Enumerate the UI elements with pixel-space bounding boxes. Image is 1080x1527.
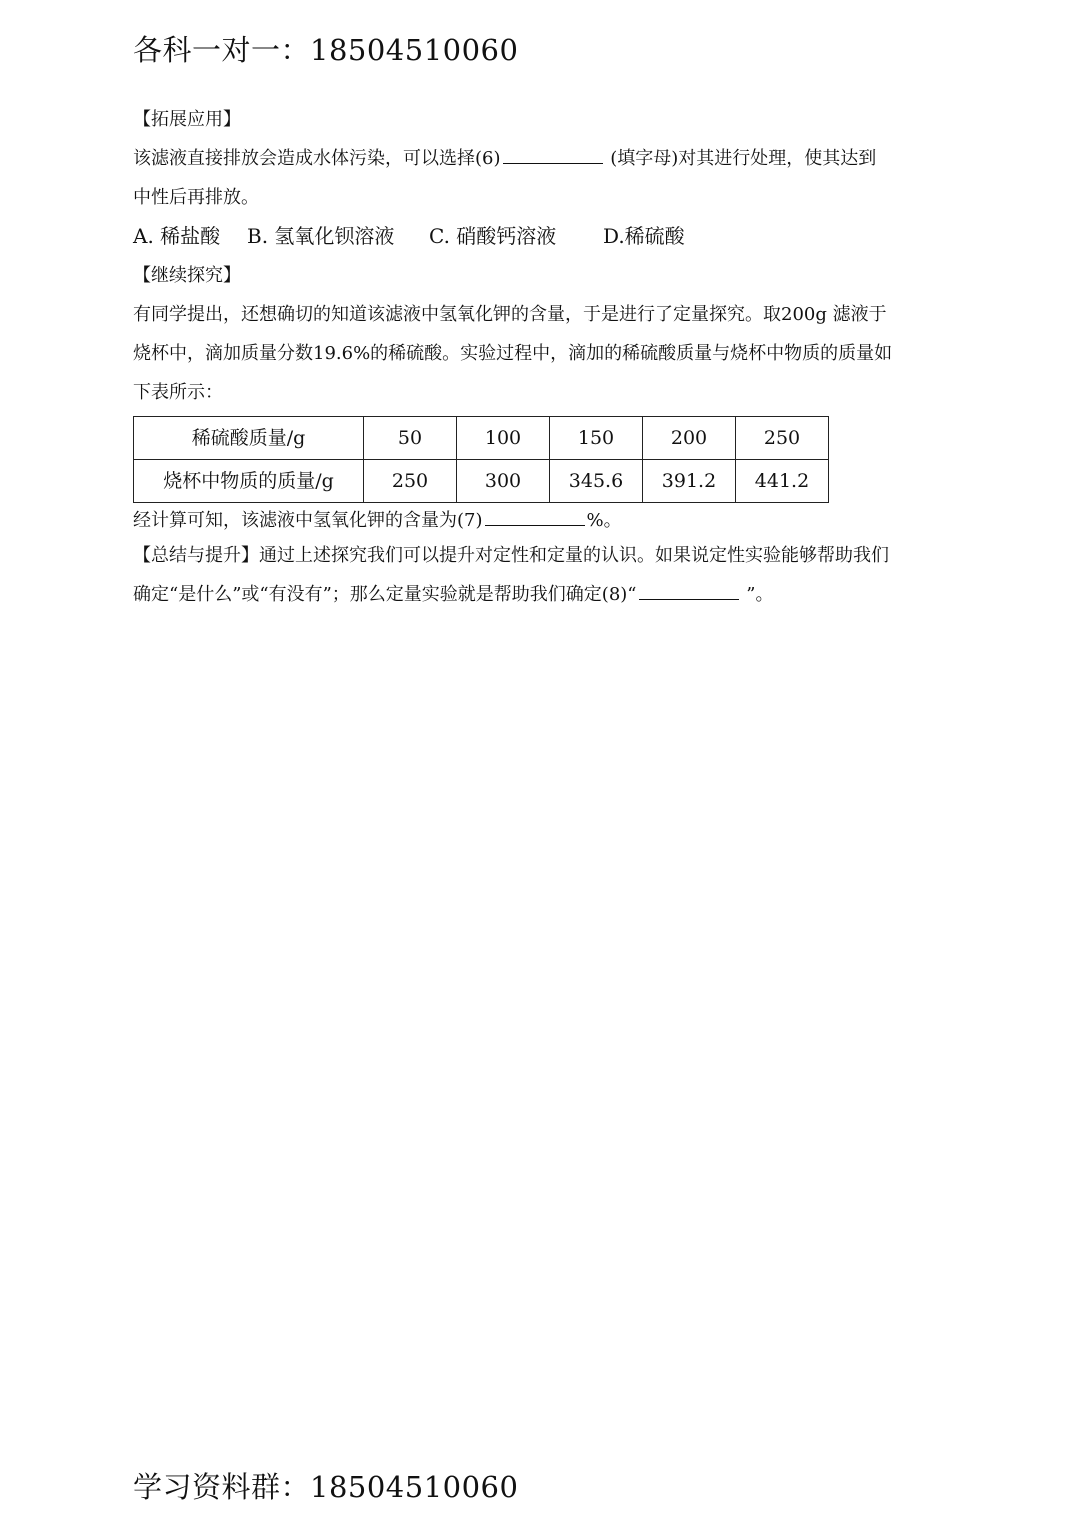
- continue-line1: 有同学提出，还想确切的知道该滤液中氢氧化钾的含量，于是进行了定量探究。取200g 滤液于: [133, 304, 887, 325]
- page-footer: 学习资料群：18504510060: [133, 1470, 519, 1504]
- option-c: C. 硝酸钙溶液: [429, 224, 557, 248]
- table-row-label: 稀硫酸质量/g: [134, 417, 364, 460]
- table-cell: 250: [736, 417, 829, 460]
- question-8-text-after: ”。: [740, 584, 774, 605]
- table-cell: 150: [550, 417, 643, 460]
- table-row-label: 烧杯中物质的质量/g: [134, 460, 364, 503]
- table-cell: 50: [364, 417, 457, 460]
- summary-line2: [133, 575, 975, 614]
- table-cell: 391.2: [643, 460, 736, 503]
- table-row: [134, 460, 829, 503]
- table-row: [134, 417, 829, 460]
- table-cell: 200: [643, 417, 736, 460]
- document-body: [133, 100, 975, 614]
- table-cell: 100: [457, 417, 550, 460]
- answer-blank-8[interactable]: [639, 577, 739, 600]
- table-cell: 300: [457, 460, 550, 503]
- option-b: B. 氢氧化钡溶液: [247, 224, 395, 248]
- question-6-text: 该滤液直接排放会造成水体污染，可以选择(6): [133, 148, 501, 169]
- table-cell: 250: [364, 460, 457, 503]
- page-header: 各科一对一：18504510060: [133, 33, 519, 67]
- summary-text: 通过上述探究我们可以提升对定性和定量的认识。如果说定性实验能够帮助我们: [259, 545, 889, 566]
- table-cell: 345.6: [550, 460, 643, 503]
- answer-blank-7[interactable]: [485, 503, 585, 526]
- option-a: A. 稀盐酸: [133, 224, 221, 248]
- option-d: D.稀硫酸: [603, 224, 685, 248]
- answer-blank-6[interactable]: [503, 141, 603, 164]
- data-table: [133, 416, 829, 503]
- table-cell: 441.2: [736, 460, 829, 503]
- summary-line1: [133, 536, 975, 575]
- question-6-text-after: (填字母)对其进行处理，使其达到: [604, 148, 877, 169]
- question-6-line1: [133, 139, 975, 178]
- question-7-unit: %。: [586, 510, 622, 531]
- question-8-text: 确定“是什么”或“有没有”；那么定量实验就是帮助我们确定(8)“: [133, 584, 637, 605]
- question-7-line: [133, 503, 975, 536]
- question-6-line2: 中性后再排放。: [133, 187, 259, 208]
- section-title-extend: 【拓展应用】: [133, 109, 241, 130]
- continue-line2: 烧杯中，滴加质量分数19.6%的稀硫酸。实验过程中，滴加的稀硫酸质量与烧杯中物质的质量如: [133, 343, 893, 364]
- option-list: [133, 217, 975, 256]
- continue-line3: 下表所示：: [133, 382, 223, 403]
- section-title-summary: 【总结与提升】: [133, 545, 259, 566]
- question-7-text: 经计算可知，该滤液中氢氧化钾的含量为(7): [133, 510, 483, 531]
- section-title-continue: 【继续探究】: [133, 265, 241, 286]
